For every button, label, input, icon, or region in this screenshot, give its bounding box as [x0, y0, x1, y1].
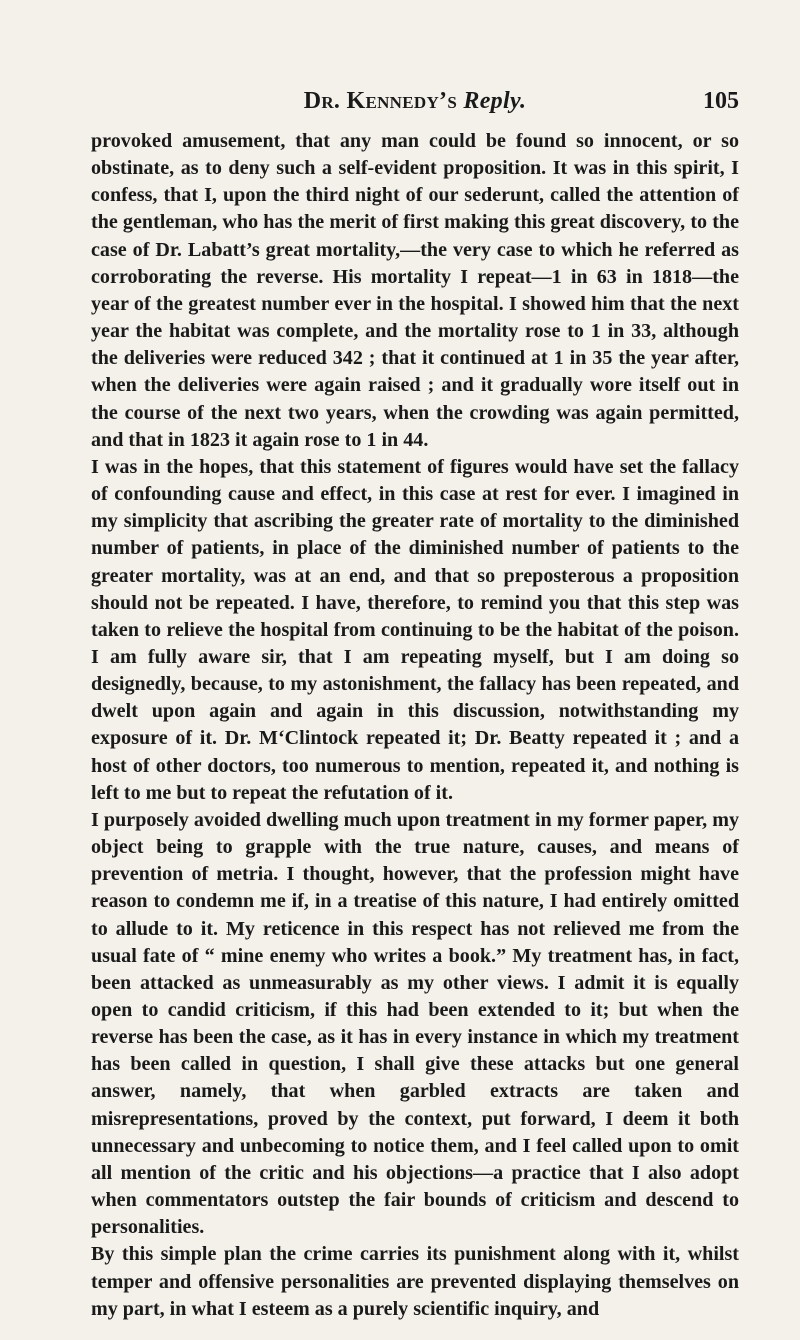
body-text — [91, 128, 739, 1323]
paragraph: I was in the hopes, that this statement of figures would have set the fallacy of confounding cause and effect, in this case at rest for ever. I imagined in my simplicity that ascribing the greater rate of mortality to the diminished number of patients, in place of the diminished number of patients to the greater mortality, was at an end, and that so preposterous a proposition should not be repeated. I have, therefore, to remind you that this step was taken to relieve the hospital from continuing to be the habitat of the poison. I am fully aware sir, that I am repeating myself, but I am doing so designedly, because, to my astonishment, the fallacy has been repeated, and dwelt upon again and again in this discussion, notwithstanding my exposure of it. Dr. M‘Clintock repeated it; Dr. Beatty repeated it ; and a host of other doctors, too numerous to mention, repeated it, and nothing is left to me but to repeat the refutation of it. — [91, 455, 739, 804]
page-number: 105 — [703, 88, 739, 114]
running-head — [91, 84, 739, 118]
running-title-author: Dr. Kennedy’s — [303, 88, 458, 114]
running-title — [91, 84, 739, 118]
paragraph: By this simple plan the crime carries its punishment along with it, whilst temper and offensive personalities are prevented displaying themselves on my part, in what I esteem as a purely scientific inquiry, and — [91, 1243, 739, 1320]
running-title-reply: Reply. — [463, 88, 527, 114]
paragraph: provoked amusement, that any man could be found so innocent, or so obstinate, as to deny such a self-evident proposition. It was in this spirit, I confess, that I, upon the third night of our sederunt, called the attention of the gentleman, who has the merit of first making this great discovery, to the case of Dr. Labatt’s great mortality,—the very case to which he referred as corroborating the reverse. His mortality I repeat—1 in 63 in 1818—the year of the greatest number ever in the hospital. I showed him that the next year the habitat was complete, and the mortality rose to 1 in 33, although the deliveries were reduced 342 ; that it continued at 1 in 35 the year after, when the deliveries were again raised ; and it gradually wore itself out in the course of the next two years, when the crowding was again permitted, and that in 1823 it again rose to 1 in 44. — [91, 130, 739, 451]
paragraph: I purposely avoided dwelling much upon treatment in my former paper, my object being to grapple with the true nature, causes, and means of prevention of metria. I thought, however, that the profession might have reason to condemn me if, in a treatise of this nature, I had entirely omitted to allude to it. My reticence in this respect has not relieved me from the usual fate of “ mine enemy who writes a book.” My treatment has, in fact, been attacked as unmeasurably as my other views. I admit it is equally open to candid criticism, if this had been extended to it; but when the reverse has been the case, as it has in every instance in which my treatment has been called in question, I shall give these attacks but one general answer, namely, that when garbled extracts are taken and misrepresentations, proved by the context, put forward, I deem it both unnecessary and unbecoming to notice them, and I feel called upon to omit all mention of the critic and his objections—a practice that I also adopt when commentators outstep the fair bounds of criticism and descend to personalities. — [91, 808, 739, 1239]
